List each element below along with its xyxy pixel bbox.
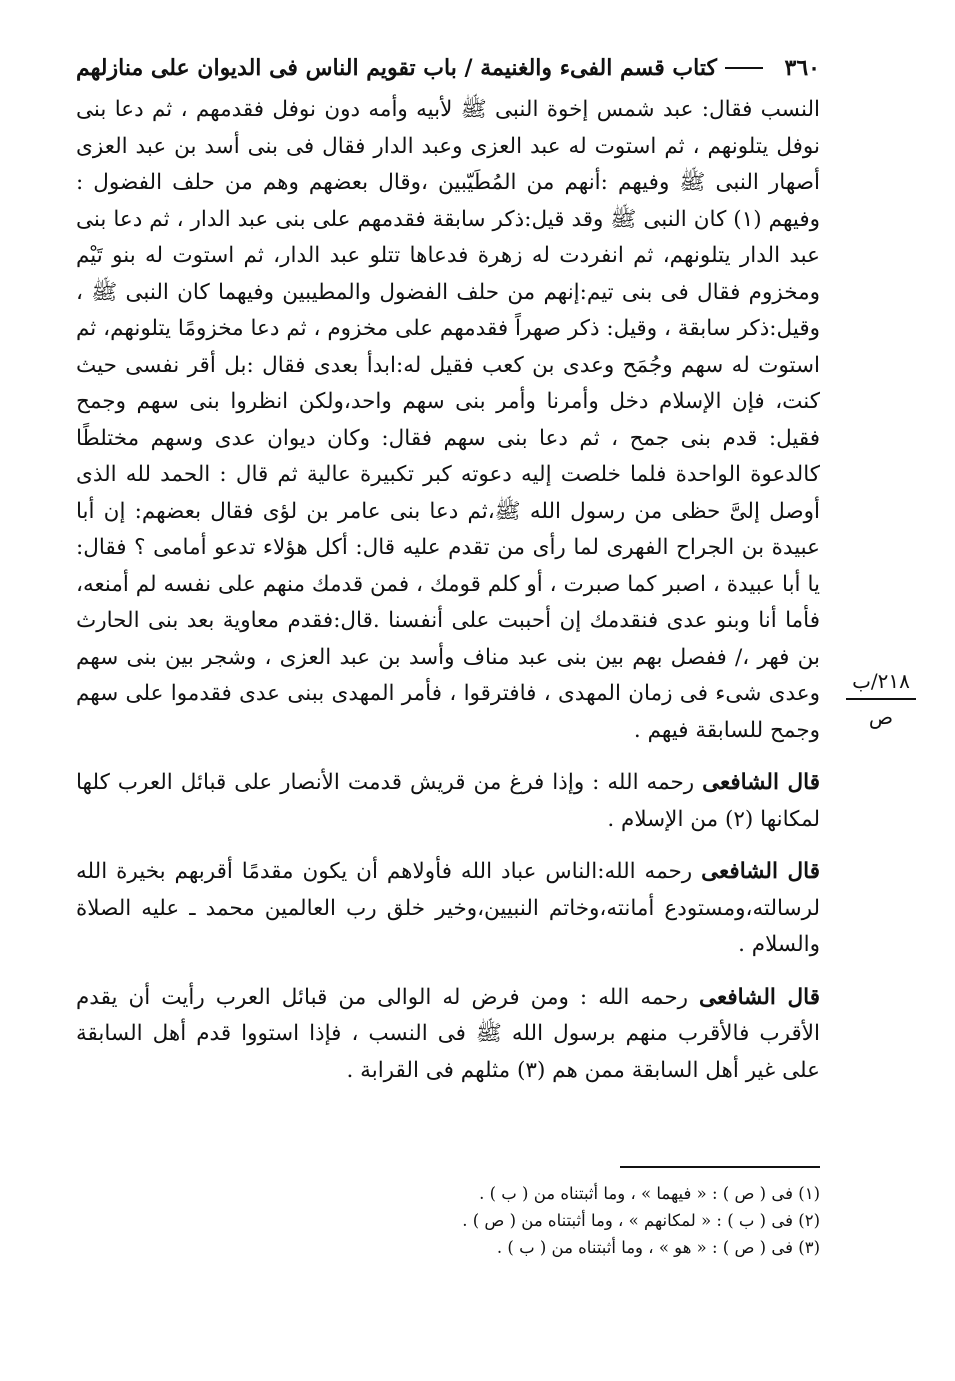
paragraph-1 [76, 92, 820, 749]
paragraph-3-text: رحمه الله:الناس عباد الله فأولاهم أن يكون مقدمًا أقربهم بخيرة الله لرسالته،ومستودع أمانته،وخاتم النبيين،وخير خلق رب العالمين محمد ـ عليه الصلاة والسلام . [76, 859, 820, 957]
paragraph-2-text: رحمه الله : وإذا فرغ من قريش قدمت الأنصار على قبائل العرب كلها لمكانها (٢) من الإسلام . [76, 770, 820, 832]
footnote-3: (٣) فى ( ص ) : « هو » ، وما أثبتناه من ( ب ) . [496, 1238, 820, 1257]
paragraph-4-speaker: قال الشافعى [699, 984, 820, 1010]
running-header [76, 48, 820, 88]
main-text [76, 92, 820, 1089]
paragraph-4 [76, 980, 820, 1090]
footnote-rule [620, 1166, 820, 1168]
margin-rule [846, 698, 916, 700]
paragraph-3-speaker: قال الشافعى [701, 859, 820, 884]
header-rule [725, 67, 763, 69]
paragraph-1-text: النسب فقال: عبد شمس إخوة النبى ﷺ لأبيه وأمه دون نوفل فقدمهم ، ثم دعا بنى نوفل يتلونهم ، ثم استوت له عبد العزى وعبد الدار فقال فى بنى أسد بن عبد العزى أصهار النبى ﷺ وفيهم :أنهم من المُطَيّبين ،وقال بعضهم وهم من حلف الفضول : وفيهم (١) كان النبى ﷺ وقد قيل:ذكر سابقة فقدمهم على بنى عبد الدار ، ثم دعا بنى عبد الدار يتلونهم، ثم انفردت له زهرة فدعاها تتلو عبد الدار، ثم استوت له بنو تَيْم ومخزوم فقال فى بنى تيم:إنهم من حلف الفضول والمطيبين وفيهما كان النبى ﷺ ، وقيل:ذكر سابقة ، وقيل: ذكر صهراً فقدمهم على مخزوم ، ثم دعا مخزومًا يتلونهم، ثم استوت له سهم وجُمَح وعدى بن كعب فقيل له:ابدأ بعدى فقال :بل أقر نفسى حيث كنت، فإن الإسلام دخل وأمرنا وأمر بنى سهم واحد،ولكن انظروا بنى سهم وجمح فقيل: قدم بنى جمح ، ثم دعا بنى سهم فقال: وكان ديوان عدى وسهم مختلطًا كالدعوة الواحدة فلما خلصت إليه دعوته كبر تكبيرة عالية ثم قال : الحمد لله الذى أوصل إلىَّ حظى من رسول الله ﷺ،ثم دعا بنى عامر بن لؤى فقال بعضهم: إن أبا عبيدة بن الجراح الفهرى لما رأى من تقدم عليه قال: أكل هؤلاء تدعو أمامى ؟ فقال: يا أبا عبيدة ، اصبر كما صبرت ، أو كلم قومك ، فمن قدمك منهم على نفسه لم أمنعه، فأما أنا وبنو عدى فنقدمك إن أحببت على أنفسنا .قال:فقدم معاوية بعد بنى الحارث بن فهر ،/ ففصل بهم بين بنى عبد مناف وأسد بن عبد العزى ، وشجر بين بنى سهم وعدى شىء فى زمان المهدى ، فافترقوا ، فأمر المهدى ببنى عدى فقدموا على سهم وجمح للسابقة فيهم . [76, 97, 821, 743]
margin-folio-note [836, 666, 926, 732]
paragraph-2-speaker: قال الشافعى [702, 770, 820, 795]
footnote-1: (١) فى ( ص ) : « فيهما » ، وما أثبتناه من ( ب ) . [479, 1184, 820, 1203]
page-number: ٣٦٠ [784, 55, 820, 81]
paragraph-4-text: رحمه الله : ومن فرض له الوالى من قبائل العرب رأيت أن يقدم الأقرب فالأقرب منهم برسول الله ﷺ فى النسب ، فإذا استووا قدم أهل السابقة على غير أهل السابقة ممن هم (٣) مثلهم فى القرابة . [76, 984, 820, 1083]
footnote-2: (٢) فى ( ب ) : « لمكانهم » ، وما أثبتناه من ( ص ) . [462, 1211, 820, 1230]
footnotes [300, 1180, 820, 1261]
margin-siglum: ص [868, 704, 894, 729]
margin-folio: ٢١٨/ب [852, 669, 910, 693]
paragraph-2 [76, 765, 820, 838]
running-title: كتاب قسم الفىء والغنيمة / باب تقويم الناس فى الديوان على منازلهم [76, 55, 717, 81]
paragraph-3 [76, 854, 820, 964]
